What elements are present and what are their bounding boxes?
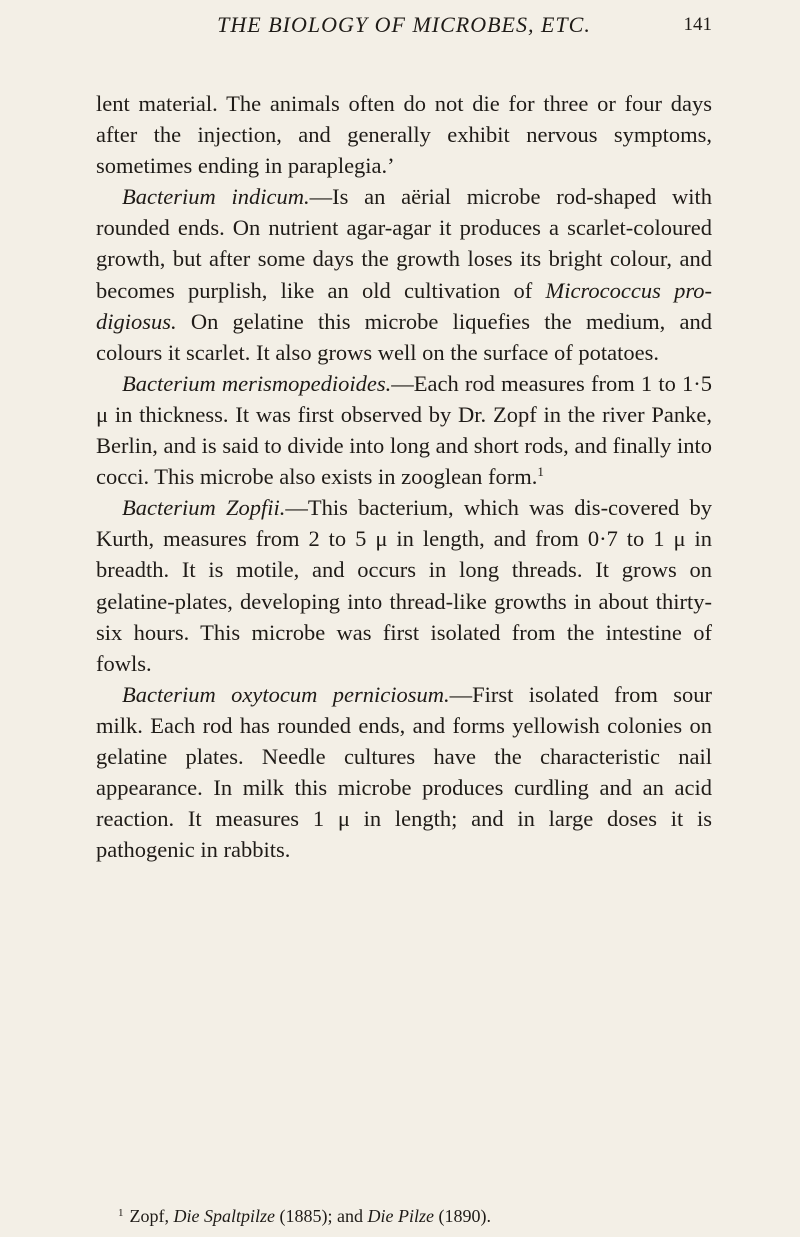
book-title: Die Spaltpilze: [173, 1206, 275, 1226]
paragraph: [96, 181, 712, 368]
text-run: (1890).: [433, 1206, 491, 1226]
footnote: [118, 1202, 712, 1227]
species-name: Bacterium Zopfii.: [122, 495, 286, 521]
paragraph: [96, 492, 712, 679]
text-run: lent material. The animals often do not die for three or four days after the injection, and generally exhibit nervous symptoms, sometimes ending in paraplegia.’: [96, 91, 712, 179]
text-run: Zopf,: [129, 1206, 174, 1226]
text-run: —Is an aërial microbe rod-shaped with rounded ends. On nutrient agar-agar it produces a scarlet-coloured growth, but after some days the growth loses its bright colour, and becomes purplish, like an old cultivation of: [96, 184, 712, 303]
running-header: [96, 12, 712, 46]
text-run: —First isolated from sour milk. Each rod has rounded ends, and forms yellowish colonies on gelatine plates. Needle cultures have the characteristic nail appearance. In milk this microbe produces curdling and an acid reaction. It measures 1 μ in length; and in large doses it is pathogenic in rabbits.: [96, 681, 713, 863]
paragraph: [96, 679, 712, 866]
body-text: [96, 88, 712, 865]
paragraph: [96, 368, 712, 492]
book-title: Die Pilze: [367, 1206, 434, 1226]
footnote-number: 1: [118, 1207, 124, 1219]
text-run: On gelatine this microbe liquefies the medium, and colours it scarlet. It also grows well on the surface of potatoes.: [96, 308, 712, 365]
text-run: —Each rod measures from 1 to 1·5 μ in thickness. It was first observed by Dr. Zopf in the river Panke, Berlin, and is said to divide into long and short rods, and finally into cocci. This microbe also exists in zooglean form.: [96, 370, 712, 490]
text-run: —This bacterium, which was dis-covered by Kurth, measures from 2 to 5 μ in length, and from 0·7 to 1 μ in breadth. It is motile, and occurs in long threads. It grows on gelatine-plates, developing into thread-like growths in about thirty-six hours. This microbe was first isolated from the intestine of fowls.: [96, 495, 712, 676]
page-number: 141: [683, 14, 712, 35]
text-run: (1885); and: [275, 1206, 368, 1226]
footnote-marker: 1: [537, 464, 544, 480]
species-name: Bacterium indicum.: [122, 184, 310, 210]
running-title: THE BIOLOGY OF MICROBES, ETC.: [217, 12, 591, 37]
paragraph: [96, 88, 712, 181]
species-name: Bacterium oxytocum perniciosum.: [122, 681, 450, 707]
species-name: Bacterium merismopedioides.: [122, 370, 392, 396]
species-name: Micrococcus pro-digiosus.: [96, 277, 713, 334]
